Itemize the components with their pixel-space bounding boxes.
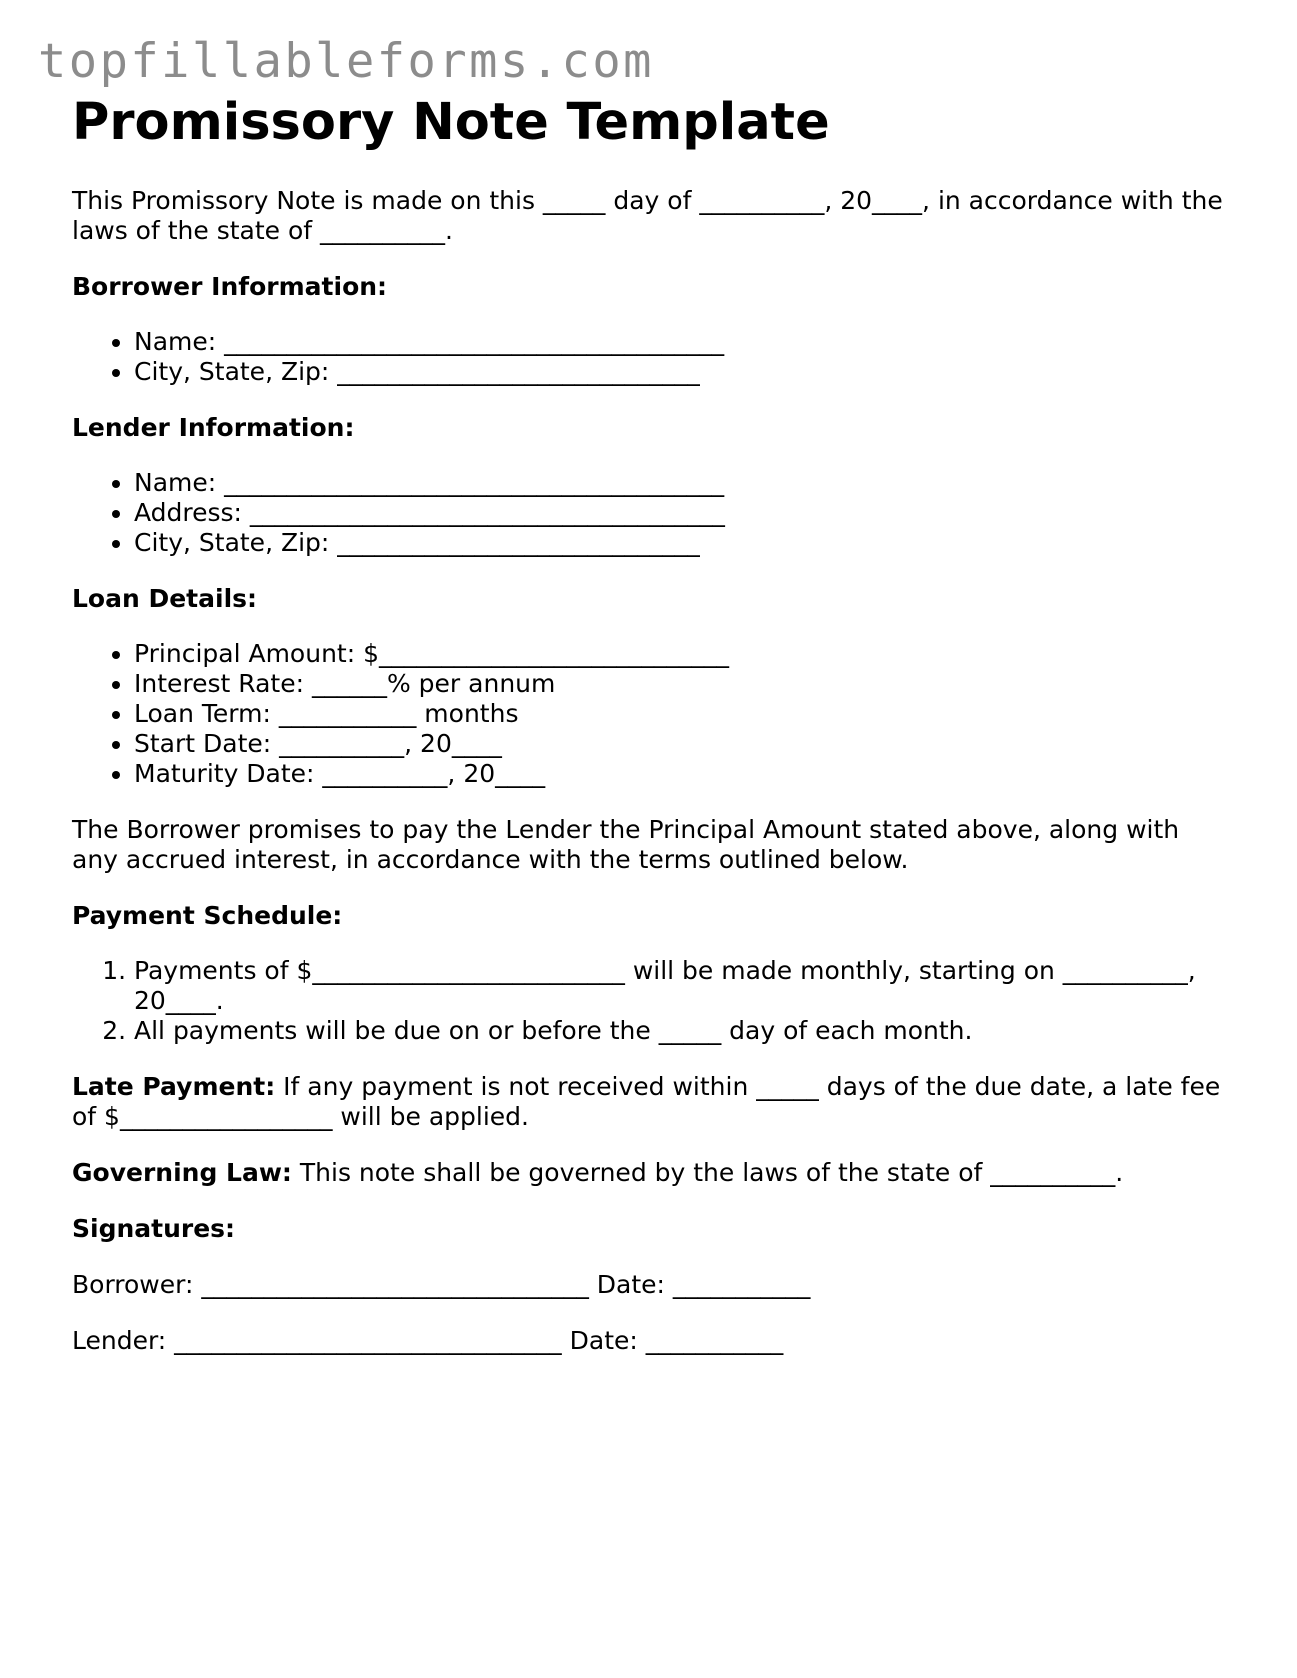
payment-schedule-list [72, 956, 1232, 1046]
watermark: topfillableforms.com [38, 34, 654, 89]
interest-rate-field[interactable]: • Interest Rate: ______% per annum [134, 669, 1232, 699]
lender-address-field[interactable]: • Address: ______________________________________ [134, 498, 1232, 528]
governing-law-paragraph [72, 1158, 1232, 1188]
document-title: Promissory Note Template [72, 93, 830, 152]
monthly-payment-field[interactable]: 1. Payments of $_________________________ will be made monthly, starting on __________, 20____. [134, 956, 1232, 1016]
borrower-list [72, 327, 1232, 387]
maturity-date-field[interactable]: • Maturity Date: __________, 20____ [134, 759, 1232, 789]
borrower-heading: Borrower Information: [72, 272, 388, 301]
loan-details-heading: Loan Details: [72, 584, 258, 613]
late-payment-text[interactable]: If any payment is not received within _____ days of the due date, a late fee of $_________________ will be applied. [72, 1072, 1221, 1131]
payment-due-day-field[interactable]: 2. All payments will be due on or before the _____ day of each month. [134, 1016, 1232, 1046]
governing-law-text[interactable]: This note shall be governed by the laws of the state of __________. [291, 1158, 1124, 1187]
promise-paragraph: The Borrower promises to pay the Lender the Principal Amount stated above, along with any accrued interest, in accordance with the terms outlined below. [72, 815, 1180, 874]
payment-schedule-heading: Payment Schedule: [72, 901, 343, 930]
lender-heading: Lender Information: [72, 413, 355, 442]
start-date-field[interactable]: • Start Date: __________, 20____ [134, 729, 1232, 759]
borrower-city-state-zip-field[interactable]: • City, State, Zip: _____________________________ [134, 357, 1232, 387]
governing-law-label: Governing Law: [72, 1158, 292, 1187]
lender-city-state-zip-field[interactable]: • City, State, Zip: _____________________________ [134, 528, 1232, 558]
lender-list [72, 468, 1232, 558]
late-payment-label: Late Payment: [72, 1072, 276, 1101]
signatures-heading: Signatures: [72, 1214, 236, 1243]
borrower-name-field[interactable]: • Name: ________________________________________ [134, 327, 1232, 357]
loan-details-list [72, 639, 1232, 789]
loan-term-field[interactable]: • Loan Term: ___________ months [134, 699, 1232, 729]
principal-amount-field[interactable]: • Principal Amount: $____________________________ [134, 639, 1232, 669]
borrower-signature-line[interactable]: Borrower: _______________________________ Date: ___________ [72, 1270, 811, 1299]
lender-signature-line[interactable]: Lender: _______________________________ Date: ___________ [72, 1326, 784, 1355]
document-page [72, 92, 1232, 1356]
lender-name-field[interactable]: • Name: ________________________________________ [134, 468, 1232, 498]
late-payment-paragraph [72, 1072, 1232, 1132]
intro-paragraph: This Promissory Note is made on this _____ day of __________, 20____, in accordance with the laws of the state of __________. [72, 186, 1223, 245]
